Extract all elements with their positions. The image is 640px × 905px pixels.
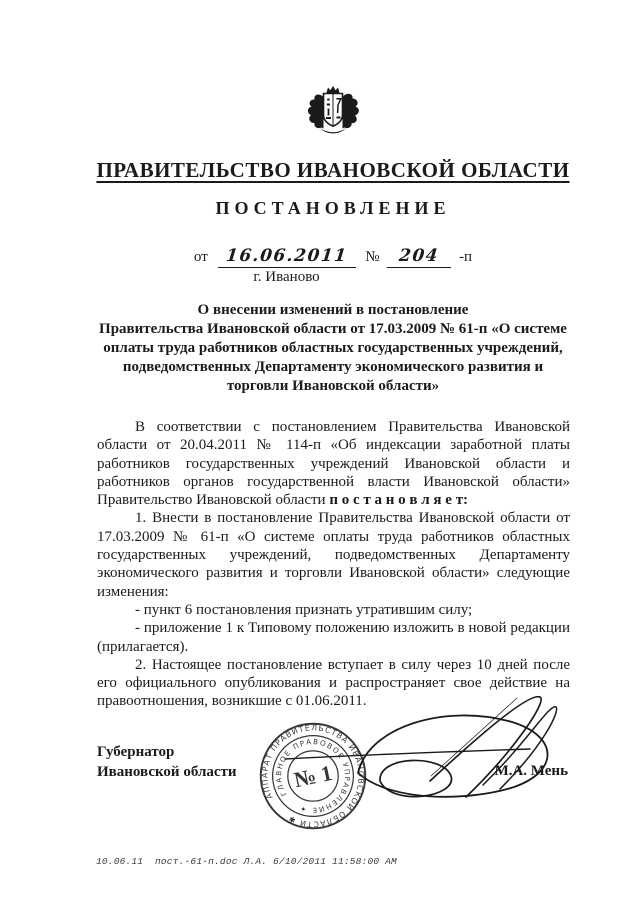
document-body	[97, 418, 570, 711]
footer-file-note: 10.06.11 пост.-61-п.doc Л.А. 6/10/2011 11:58:00 AM	[96, 856, 397, 867]
document-title	[90, 301, 576, 396]
date-number-line	[90, 246, 576, 285]
stamp-outer-text: АППАРАТ ПРАВИТЕЛЬСТВА ИВАНОВСКОЙ ОБЛАСТИ ✱	[260, 723, 366, 829]
org-name-text: ПРАВИТЕЛЬСТВО ИВАНОВСКОЙ ОБЛАСТИ	[96, 158, 570, 182]
stamp-number: № 1	[291, 760, 335, 793]
doc-type-heading: ПОСТАНОВЛЕНИЕ	[215, 198, 451, 218]
date-value-handwritten: 16.06.2011	[224, 246, 349, 266]
city-label: г. Иваново	[253, 269, 320, 285]
title-line: оплаты труда работников областных государственных учреждений,	[103, 340, 563, 356]
resolves-word: п о с т а н о в л я е т:	[329, 492, 469, 509]
org-name	[90, 158, 576, 183]
number-value-handwritten: 204	[398, 246, 441, 266]
date-from-label: от	[193, 249, 208, 265]
number-blank	[387, 246, 451, 268]
ivanovo-oblast-coat-of-arms-icon	[300, 84, 366, 140]
signer-position-line1: Губернатор	[97, 744, 175, 760]
number-label: №	[365, 249, 380, 265]
paragraph-subitem-1: - пункт 6 постановления признать утратившим силу;	[135, 601, 473, 618]
number-suffix: -п	[459, 249, 473, 265]
paragraph-item-2: 2. Настоящее постановление вступает в силу через 10 дней после его официального опубликования и распространяет свое действие на правоотношения, возникшие с 01.06.2011.	[97, 656, 570, 710]
preamble-text: В соответствии с постановлением Правительства Ивановской области от 20.04.2011 № 114-п «Об индексации заработной платы работников государственных учреждений Ивановской области и работников органов государственной власти Ивановской области» Правительство Ивановской области	[97, 419, 570, 509]
title-line: торговли Ивановской области»	[226, 378, 440, 394]
stamp-inner-text: ГЛАВНОЕ ПРАВОВОЕ УПРАВЛЕНИЕ ✦	[274, 737, 352, 815]
signer-position-line2: Ивановской области	[97, 764, 237, 780]
paragraph-subitem-2: - приложение 1 к Типовому положению изложить в новой редакции (прилагается).	[97, 620, 570, 655]
paragraph-item-1: 1. Внести в постановление Правительства Ивановской области от 17.03.2009 № 61-п «О системе оплаты труда работников областных государственных учреждений, подведомственных Департаменту экономического развития и торговли Ивановской области» следующие изменения:	[97, 510, 570, 600]
signature-scrawl	[230, 685, 575, 825]
signer-name: М.А. Мень	[494, 763, 568, 779]
title-line: Правительства Ивановской области от 17.03.2009 № 61-п «О системе	[99, 321, 567, 337]
date-blank	[218, 246, 356, 285]
paragraph-preamble	[97, 418, 570, 509]
title-line: О внесении изменений в постановление	[197, 302, 469, 318]
title-line: подведомственных Департаменту экономического развития и	[122, 359, 544, 375]
